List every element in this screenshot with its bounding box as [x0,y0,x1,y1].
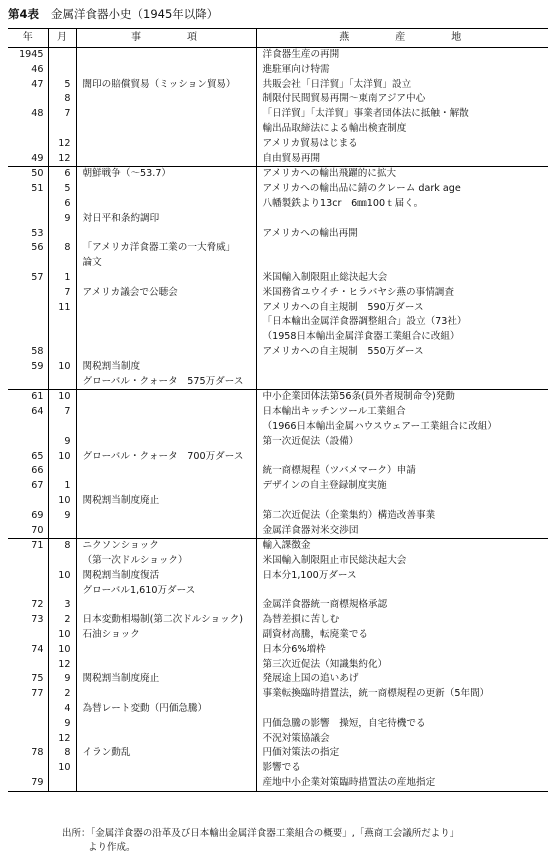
site-cell: 円価対策法の指定 [256,746,548,761]
table-row [8,390,548,405]
month-cell [48,48,76,63]
site-cell: アメリカへの自主規制 550万ダース [256,345,548,360]
event-cell [76,137,256,152]
event-cell [76,464,256,479]
year-cell [8,584,48,599]
table-row [8,182,548,197]
site-cell: アメリカへの自主規制 590万ダース [256,301,548,316]
year-cell [8,494,48,509]
month-cell: 5 [48,78,76,93]
table-row [8,271,548,286]
month-cell [48,776,76,791]
month-cell: 7 [48,107,76,122]
site-cell [256,450,548,465]
table-row [8,301,548,316]
year-cell: 72 [31,599,44,611]
event-cell [76,732,256,747]
event-cell [76,182,256,197]
year-cell: 50 [8,167,48,182]
event-cell [76,761,256,776]
year-cell: 59 [31,360,44,372]
month-cell [48,375,76,390]
site-cell: 輸出品取締法による輸出検査制度 [256,122,548,137]
table-row [8,509,548,524]
site-cell: 輸入課徴金 [256,539,548,554]
site-cell [256,256,548,271]
site-cell: 共販会社「日洋貿」「太洋貿」設立 [256,78,548,93]
month-cell [48,524,76,539]
site-cell: 第二次近促法（企業集約）構造改善事業 [256,509,548,524]
year-cell [8,761,48,776]
month-cell: 8 [48,92,76,107]
event-cell [76,301,256,316]
event-cell [76,598,256,613]
table-caption: 金属洋食器小史（1945年以降） [51,7,219,21]
event-cell: イラン動乱 [76,746,256,761]
month-cell [48,584,76,599]
month-cell: 10 [48,360,76,375]
site-cell: 金属洋食器対米交渉団 [256,524,548,539]
event-cell [76,345,256,360]
month-cell: 10 [48,761,76,776]
event-cell [76,122,256,137]
year-cell: 70 [31,524,44,536]
table-row [8,464,548,479]
month-cell [48,345,76,360]
month-cell [48,554,76,569]
table-row [8,107,548,122]
event-cell [76,776,256,791]
year-cell [8,315,48,330]
month-cell: 8 [48,241,76,256]
site-cell: 日本輸出キッチンツール工業組合 [256,405,548,420]
year-cell [8,301,48,316]
site-cell: 影響でる [256,761,548,776]
event-cell: （第一次ドルショック） [76,554,256,569]
month-cell: 4 [48,702,76,717]
year-cell: 69 [31,509,44,521]
year-cell: 64 [31,406,44,418]
month-cell: 12 [48,658,76,673]
event-cell [76,524,256,539]
site-cell: 八幡製鉄より13cr 6㎜100ｔ届く。 [256,197,548,212]
month-cell: 10 [48,390,76,405]
year-cell: 73 [31,614,44,626]
year-cell: 46 [31,63,44,75]
site-cell: 不況対策協議会 [256,732,548,747]
site-cell: 米国輸入制限阻止総決起大会 [256,271,548,286]
year-cell [8,554,48,569]
month-cell: 12 [48,137,76,152]
year-cell [8,732,48,747]
table-row [8,524,548,539]
event-cell [76,197,256,212]
table-row [8,152,548,167]
table-row [8,227,548,242]
table-row [8,315,548,330]
table-row [8,732,548,747]
site-cell: 日本分6%増枠 [256,643,548,658]
table-row [8,286,548,301]
month-cell: 9 [48,212,76,227]
site-cell: 統一商標規程（ツバメマーク）申請 [256,464,548,479]
table-number: 第4表 [8,7,40,21]
event-cell: グローバル・クォータ 700万ダース [76,450,256,465]
table-body [8,48,548,792]
year-cell: 47 [31,78,44,90]
site-cell [256,360,548,375]
year-cell [8,330,48,345]
year-cell: 48 [31,108,44,120]
table-row [8,122,548,137]
event-cell [76,107,256,122]
site-cell: 金属洋食器統一商標規格承認 [256,598,548,613]
event-cell [76,687,256,702]
site-cell: 発展途上国の追いあげ [256,672,548,687]
month-cell: 5 [48,182,76,197]
site-cell: アメリカ貿易はじまる [256,137,548,152]
table-row [8,479,548,494]
site-cell: 円価急騰の影響 操短，自宅待機でる [256,717,548,732]
site-cell: （1958日本輸出金属洋食器工業組合に改組） [256,330,548,345]
table-row [8,256,548,271]
year-cell: 77 [31,688,44,700]
event-cell [76,315,256,330]
event-cell [76,271,256,286]
year-cell [8,256,48,271]
site-cell [256,494,548,509]
table-row [8,598,548,613]
header-month: 月 [48,29,76,48]
event-cell: 朝鮮戦争（〜53.7） [76,167,256,182]
year-cell [8,702,48,717]
month-cell [48,122,76,137]
table-row [8,360,548,375]
site-cell: 産地中小企業対策臨時措置法の産地指定 [256,776,548,791]
table-row [8,92,548,107]
table-row [8,420,548,435]
event-cell: 関税割当制度廃止 [76,672,256,687]
site-cell: 「日洋貿」「太洋貿」事業者団体法に抵触・解散 [256,107,548,122]
event-cell [76,658,256,673]
site-cell: デザインの自主登録制度実施 [256,479,548,494]
month-cell [48,315,76,330]
month-cell: 10 [48,628,76,643]
site-cell: 日本分1,100万ダース [256,569,548,584]
event-cell [76,48,256,63]
year-cell: 67 [31,480,44,492]
table-row [8,554,548,569]
table-row [8,405,548,420]
header-row [8,29,548,48]
month-cell: 9 [48,672,76,687]
event-cell [76,227,256,242]
event-cell [76,420,256,435]
month-cell: 7 [48,286,76,301]
site-cell: 洋食器生産の再開 [256,48,548,63]
event-cell: 闇印の賠償貿易（ミッション貿易） [76,78,256,93]
month-cell [48,63,76,78]
table-row [8,613,548,628]
event-cell: 論文 [76,256,256,271]
event-cell: 対日平和条約調印 [76,212,256,227]
table-row [8,212,548,227]
site-cell: 事業転換臨時措置法，統一商標規程の更新（5年間） [256,687,548,702]
year-cell: 65 [31,450,44,462]
site-cell: 自由貿易再開 [256,152,548,167]
year-cell [8,375,48,390]
table-row [8,746,548,761]
month-cell: 6 [48,197,76,212]
event-cell: 関税割当制度復活 [76,569,256,584]
site-cell [256,212,548,227]
month-cell [48,330,76,345]
event-cell: 関税割当制度廃止 [76,494,256,509]
year-cell: 61 [8,390,48,405]
year-cell [8,137,48,152]
site-cell: 制限付民間貿易再開〜東南アジア中心 [256,92,548,107]
year-cell [8,122,48,137]
month-cell: 8 [48,746,76,761]
site-cell: アメリカへの輸出飛躍的に拡大 [256,167,548,182]
site-cell: （1966日本輸出金属ハウスウェアー工業組合に改組） [256,420,548,435]
year-cell [8,92,48,107]
event-cell [76,435,256,450]
site-cell [256,702,548,717]
event-cell: アメリカ議会で公聴会 [76,286,256,301]
year-cell: 79 [8,776,48,791]
event-cell [76,330,256,345]
table-row [8,63,548,78]
site-cell: 第三次近促法（知識集約化） [256,658,548,673]
event-cell [76,63,256,78]
site-cell: 米国輸入制限阻止市民総決起大会 [256,554,548,569]
year-cell [8,569,48,584]
month-cell: 9 [48,435,76,450]
month-cell [48,464,76,479]
table-row [8,672,548,687]
table-row [8,137,548,152]
month-cell: 3 [48,598,76,613]
table-row [8,494,548,509]
month-cell [48,256,76,271]
month-cell: 2 [48,613,76,628]
site-cell: 中小企業団体法第56条(員外者規制命令)発動 [256,390,548,405]
table-row [8,643,548,658]
event-cell: グローバル1,610万ダース [76,584,256,599]
event-cell [76,509,256,524]
event-cell: ニクソンショック [76,539,256,554]
site-cell: 「日本輸出金属洋食器調整組合」設立（73社） [256,315,548,330]
year-cell: 56 [31,242,44,254]
table-row [8,197,548,212]
event-cell: 為替レート変動（円価急騰） [76,702,256,717]
event-cell [76,92,256,107]
event-cell: 「アメリカ洋食器工業の一大脅威」 [76,241,256,256]
year-cell: 57 [31,271,44,283]
month-cell: 9 [48,717,76,732]
source-line-2: より作成。 [88,842,136,853]
table-row [8,539,548,554]
site-cell: アメリカへの輸出再開 [256,227,548,242]
month-cell: 12 [48,732,76,747]
year-cell: 75 [31,673,44,685]
month-cell: 10 [48,569,76,584]
event-cell [76,717,256,732]
event-cell: 石油ショック [76,628,256,643]
header-event: 事 項 [76,29,256,48]
table-row [8,435,548,450]
month-cell [48,227,76,242]
site-cell: 副資材高騰，転廃業でる [256,628,548,643]
site-cell: アメリカへの輸出品に錆のクレーム dark age [256,182,548,197]
header-year: 年 [8,29,48,48]
event-cell [76,390,256,405]
year-cell [8,658,48,673]
month-cell: 2 [48,687,76,702]
table-row [8,761,548,776]
month-cell: 10 [48,450,76,465]
table-row [8,330,548,345]
table-row [8,241,548,256]
month-cell: 11 [48,301,76,316]
year-cell [8,286,48,301]
site-cell [256,584,548,599]
month-cell: 1 [48,479,76,494]
event-cell [76,152,256,167]
site-cell: 為替差損に苦しむ [256,613,548,628]
month-cell: 7 [48,405,76,420]
month-cell: 8 [48,539,76,554]
event-cell [76,405,256,420]
table-title [8,6,218,22]
site-cell: 進駐軍向け特需 [256,63,548,78]
table-row [8,776,548,791]
source-line-1: 出所：「金属洋食器の沿革及び日本輸出金属洋食器工業組合の概要」,「燕商工会議所だより」 [62,828,460,839]
event-cell: グローバル・クォータ 575万ダース [76,375,256,390]
table-row [8,658,548,673]
year-cell [8,197,48,212]
event-cell: 関税割当制度 [76,360,256,375]
year-cell: 51 [31,183,44,195]
table-row [8,48,548,63]
table-row [8,345,548,360]
site-cell: 第一次近促法（設備） [256,435,548,450]
site-cell [256,375,548,390]
year-cell: 53 [31,227,44,239]
month-cell: 10 [48,643,76,658]
table-row [8,167,548,182]
year-cell [8,435,48,450]
table-row [8,375,548,390]
table-row [8,628,548,643]
year-cell [8,420,48,435]
month-cell [48,420,76,435]
table-row [8,584,548,599]
site-cell [256,241,548,256]
month-cell: 10 [48,494,76,509]
year-cell: 74 [31,643,44,655]
month-cell: 1 [48,271,76,286]
year-cell [8,212,48,227]
table-row [8,450,548,465]
month-cell: 12 [48,152,76,167]
site-cell: 米国務省ユウイチ・ヒラバヤシ燕の事情調査 [256,286,548,301]
table-row [8,702,548,717]
event-cell [76,643,256,658]
table-row [8,78,548,93]
year-cell: 1945 [19,49,44,60]
table-row [8,687,548,702]
year-cell: 58 [31,345,44,357]
month-cell: 9 [48,509,76,524]
year-cell [8,717,48,732]
event-cell: 日本変動相場制(第二次ドルショック) [76,613,256,628]
year-cell: 49 [31,152,44,164]
year-cell: 71 [8,539,48,554]
table-row [8,717,548,732]
year-cell [8,628,48,643]
year-cell: 66 [31,465,44,477]
header-site: 燕 産 地 [256,29,548,48]
history-table [8,28,548,792]
event-cell [76,479,256,494]
source-note [62,827,459,855]
month-cell: 6 [48,167,76,182]
table-row [8,569,548,584]
year-cell: 78 [31,747,44,759]
